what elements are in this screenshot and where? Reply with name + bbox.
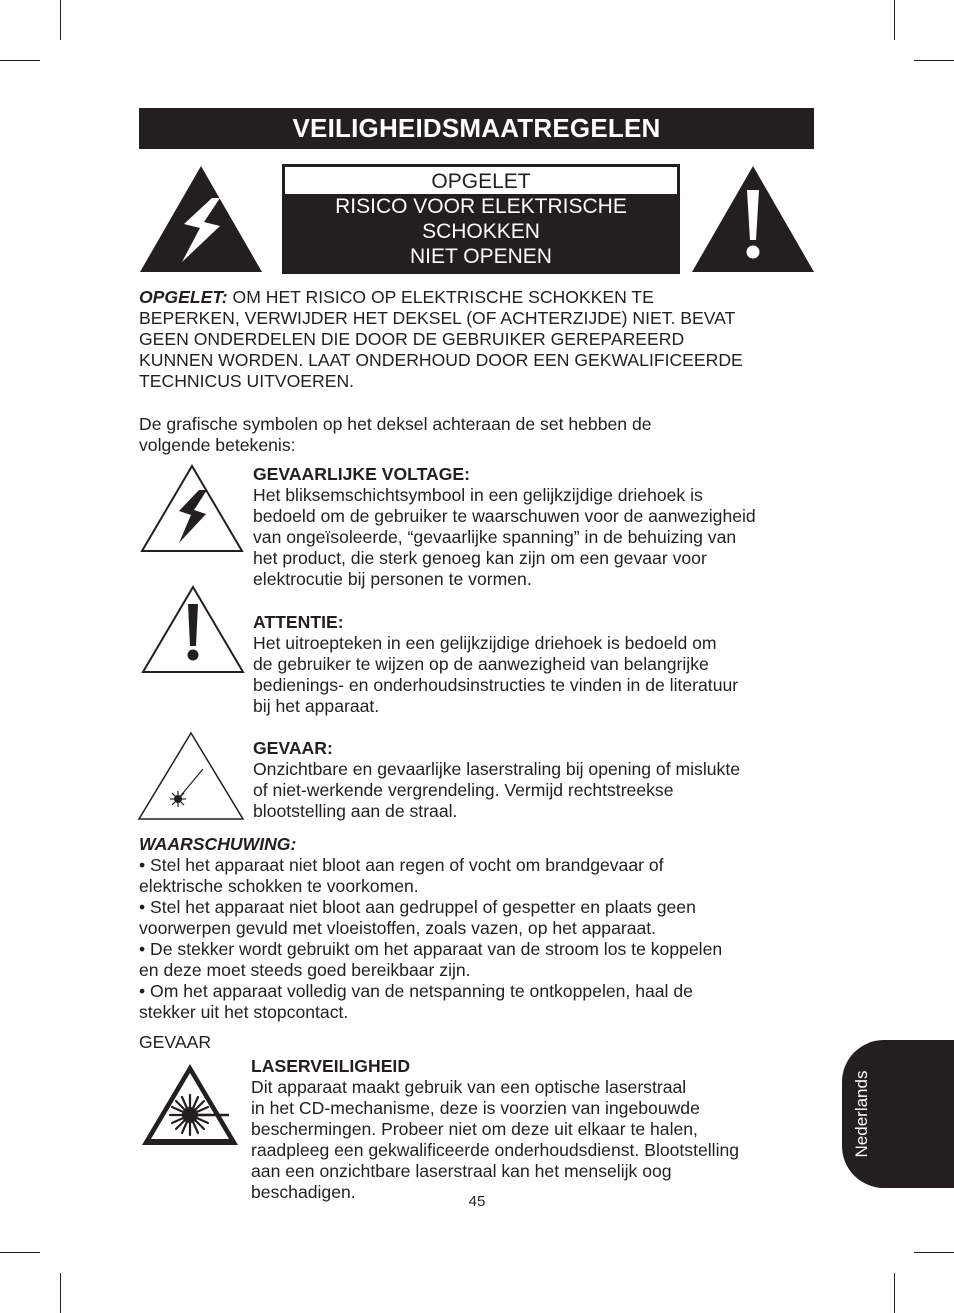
danger-heading: GEVAAR <box>139 1032 212 1052</box>
paragraph-line: GEEN ONDERDELEN DIE DOOR DE GEBRUIKER GEREPAREERD <box>139 329 685 349</box>
laser-safety-text <box>251 1056 739 1203</box>
exclamation-triangle-icon <box>690 164 816 274</box>
paragraph-line: Dit apparaat maakt gebruik van een optische laserstraal <box>251 1077 687 1097</box>
paragraph-line: elektrische schokken te voorkomen. <box>139 876 419 896</box>
paragraph-line: beschadigen. <box>251 1182 356 1202</box>
paragraph-line: volgende betekenis: <box>139 435 296 455</box>
paragraph-line: elektrocutie bij personen te vormen. <box>253 569 532 589</box>
paragraph-line: • Om het apparaat volledig van de netspanning te ontkoppelen, haal de <box>139 981 693 1001</box>
paragraph-line: • De stekker wordt gebruikt om het apparaat van de stroom los te koppelen <box>139 939 723 959</box>
paragraph-line: blootstelling aan de straal. <box>253 801 458 821</box>
caution-line: SCHOKKEN <box>422 220 540 243</box>
lightning-triangle-icon <box>138 164 264 274</box>
paragraph-line: aan een onzichtbare laserstraal kan het menselijk oog <box>251 1161 672 1181</box>
crop-mark <box>914 60 954 61</box>
paragraph-text: OM HET RISICO OP ELEKTRISCHE SCHOKKEN TE <box>227 287 654 307</box>
warning-heading: WAARSCHUWING: <box>139 834 297 854</box>
symbol-description <box>253 612 738 717</box>
paragraph-line: bedoeld om de gebruiker te waarschuwen voor de aanwezigheid <box>253 506 756 526</box>
paragraph-line: KUNNEN WORDEN. LAAT ONDERHOUD DOOR EEN GEKWALIFICEERDE <box>139 350 743 370</box>
language-tab-label: Nederlands <box>852 1070 871 1158</box>
paragraph-line: raadpleeg een gekwalificeerde onderhoudsdienst. Blootstelling <box>251 1140 740 1160</box>
crop-mark <box>0 1252 40 1253</box>
paragraph-line: • Stel het apparaat niet bloot aan regen of vocht om brandgevaar of <box>139 855 664 875</box>
crop-mark <box>60 0 61 40</box>
exclamation-triangle-icon <box>140 584 246 674</box>
crop-mark <box>894 0 895 40</box>
paragraph-line: Onzichtbare en gevaarlijke laserstraling bij opening of mislukte <box>253 759 741 779</box>
paragraph-line: beschermingen. Probeer niet om deze uit elkaar te halen, <box>251 1119 698 1139</box>
paragraph-line: BEPERKEN, VERWIJDER HET DEKSEL (OF ACHTERZIJDE) NIET. BEVAT <box>139 308 736 328</box>
symbols-intro <box>139 414 652 456</box>
laser-beam-triangle-icon <box>137 731 245 821</box>
crop-mark <box>0 60 40 61</box>
warning-section <box>139 834 722 1023</box>
symbol-heading: GEVAARLIJKE VOLTAGE: <box>253 464 470 484</box>
paragraph-line: en deze moet steeds goed bereikbaar zijn. <box>139 960 471 980</box>
crop-mark <box>60 1273 61 1313</box>
symbol-heading: GEVAAR: <box>253 738 333 758</box>
symbol-heading: ATTENTIE: <box>253 612 344 632</box>
paragraph-line: TECHNICUS UITVOEREN. <box>139 371 355 391</box>
paragraph-line: in het CD-mechanisme, deze is voorzien van ingebouwde <box>251 1098 700 1118</box>
paragraph-line: of niet-werkende vergrendeling. Vermijd rechtstreekse <box>253 780 674 800</box>
crop-mark <box>894 1273 895 1313</box>
paragraph-line: bij het apparaat. <box>253 696 380 716</box>
paragraph-line: van ongeïsoleerde, “gevaarlijke spanning” in de behuizing van <box>253 527 737 547</box>
caution-lead: OPGELET: <box>139 287 228 307</box>
symbol-description <box>253 738 740 822</box>
caution-line: RISICO VOOR ELEKTRISCHE <box>335 195 627 218</box>
page-title: VEILIGHEIDSMAATREGELEN <box>139 108 814 149</box>
paragraph-line: Het uitroepteken in een gelijkzijdige driehoek is bedoeld om <box>253 633 717 653</box>
caution-title: OPGELET <box>285 167 677 194</box>
paragraph-line: stekker uit het stopcontact. <box>139 1002 349 1022</box>
paragraph-line: De grafische symbolen op het deksel achteraan de set hebben de <box>139 414 652 434</box>
page-number: 45 <box>468 1193 486 1210</box>
paragraph-line: Het bliksemschichtsymbool in een gelijkzijdige driehoek is <box>253 485 703 505</box>
paragraph-line: • Stel het apparaat niet bloot aan gedruppel of gespetter en plaats geen <box>139 897 696 917</box>
caution-paragraph <box>139 287 743 392</box>
laser-radiation-triangle-icon <box>139 1061 241 1147</box>
crop-mark <box>914 1252 954 1253</box>
caution-line: NIET OPENEN <box>410 245 552 268</box>
paragraph-line: de gebruiker te wijzen op de aanwezigheid van belangrijke <box>253 654 709 674</box>
caution-label-box <box>282 164 680 274</box>
laser-safety-heading: LASERVEILIGHEID <box>251 1056 411 1076</box>
paragraph-line <box>139 287 743 308</box>
paragraph-line: bedienings- en onderhoudsinstructies te vinden in de literatuur <box>253 675 739 695</box>
paragraph-line: het product, die sterk genoeg kan zijn om een gevaar voor <box>253 548 707 568</box>
lightning-triangle-icon <box>139 463 245 553</box>
symbol-description <box>253 464 756 590</box>
paragraph-line: voorwerpen gevuld met vloeistoffen, zoals vazen, op het apparaat. <box>139 918 657 938</box>
